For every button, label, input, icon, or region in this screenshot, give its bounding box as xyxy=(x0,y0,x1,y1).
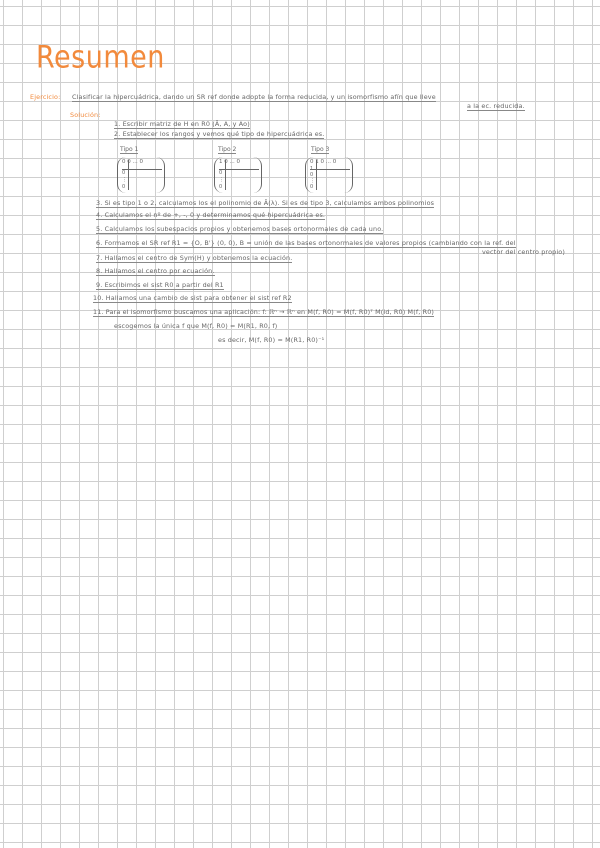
matrix-col: 0 xyxy=(122,170,126,176)
matrix-col: 0 xyxy=(122,184,126,190)
matrix-label-tipo2: Tipo 2 xyxy=(218,146,237,153)
exercise-statement-cont: a la ec. reducida. xyxy=(467,102,525,110)
step-6-cont: vector del centro propio) xyxy=(482,248,565,256)
step-4: 4. Calculamos el nº de +, -, 0 y determinamos qué hipercuádrica es. xyxy=(96,211,326,219)
step-7: 7. Hallamos el centro de Sym(H) y obtenemos la ecuación. xyxy=(96,254,293,262)
matrix-tipo1 xyxy=(117,157,165,193)
matrix-row0: 1 0 ... 0 xyxy=(219,159,240,165)
step-3: 3. Si es tipo 1 o 2, calculamos los el polinomio de Ā(λ). Si es de tipo 3, calculamos ambos polinomios xyxy=(96,199,435,207)
page-title: Resumen xyxy=(36,39,165,76)
step-2: 2. Establecer los rangos y vemos qué tipo de hipercuádrica es. xyxy=(114,130,325,138)
matrix-col: ⋮ xyxy=(310,178,315,184)
matrix-col: 0 xyxy=(310,172,314,178)
matrix-vline xyxy=(225,160,226,190)
matrix-tipo3 xyxy=(305,157,353,193)
matrix-col: 0 xyxy=(219,184,223,190)
matrix-vline xyxy=(128,160,129,190)
matrix-vline xyxy=(316,160,317,190)
matrix-label-tipo1: Tipo 1 xyxy=(120,146,139,153)
matrix-col: ⋮ xyxy=(219,177,224,183)
matrix-col: 0 xyxy=(219,170,223,176)
step-5: 5. Calculamos los subespacios propios y obtenemos bases ortonormales de cada uno. xyxy=(96,225,384,233)
solution-label: Solución: xyxy=(70,111,101,119)
step-10: 10. Hallamos una cambio de sist para obtener el sist ref R2 xyxy=(93,294,292,302)
exercise-statement: Clasificar la hipercuádrica, dando un SR ref donde adopte la forma reducida, y un isomorfismo afín que lleve xyxy=(72,93,436,101)
matrix-row0: 0 1 0 ... 0 xyxy=(310,159,337,165)
step-11-line2: escogemos la única f que M(f, R0) = M(R1, R0, f) xyxy=(114,322,278,330)
exercise-label: Ejercicio: xyxy=(30,93,61,101)
matrix-col: 1 xyxy=(310,166,314,172)
matrix-tipo2 xyxy=(214,157,262,193)
step-6: 6. Formamos el SR ref R1 = {O, B'} (0, 0), B = unión de las bases ortonormales de valores propios (cambiando con la ref. del xyxy=(96,239,516,247)
step-9: 9. Escribimos el sist R0 a partir del R1 xyxy=(96,281,224,289)
step-8: 8. Hallamos el centro por ecuación. xyxy=(96,267,215,275)
step-11-line3: es decir, M(f, R0) = M(R1, R0)⁻¹ xyxy=(218,336,325,344)
matrix-label-tipo3: Tipo 3 xyxy=(311,146,330,153)
step-11: 11. Para el isomorfismo buscamos una aplicación: f: ℝⁿ → ℝⁿ en M(f, R0) = M(f, R0)ᵀ M(id, R0) M(f, R0) xyxy=(93,308,435,316)
step-1: 1. Escribir matriz de H en R0 (Ā, A, y Ao) xyxy=(114,120,250,128)
matrix-row0: 0 0 ... 0 xyxy=(122,159,143,165)
matrix-col: ⋮ xyxy=(122,177,127,183)
matrix-col: 0 xyxy=(310,184,314,190)
